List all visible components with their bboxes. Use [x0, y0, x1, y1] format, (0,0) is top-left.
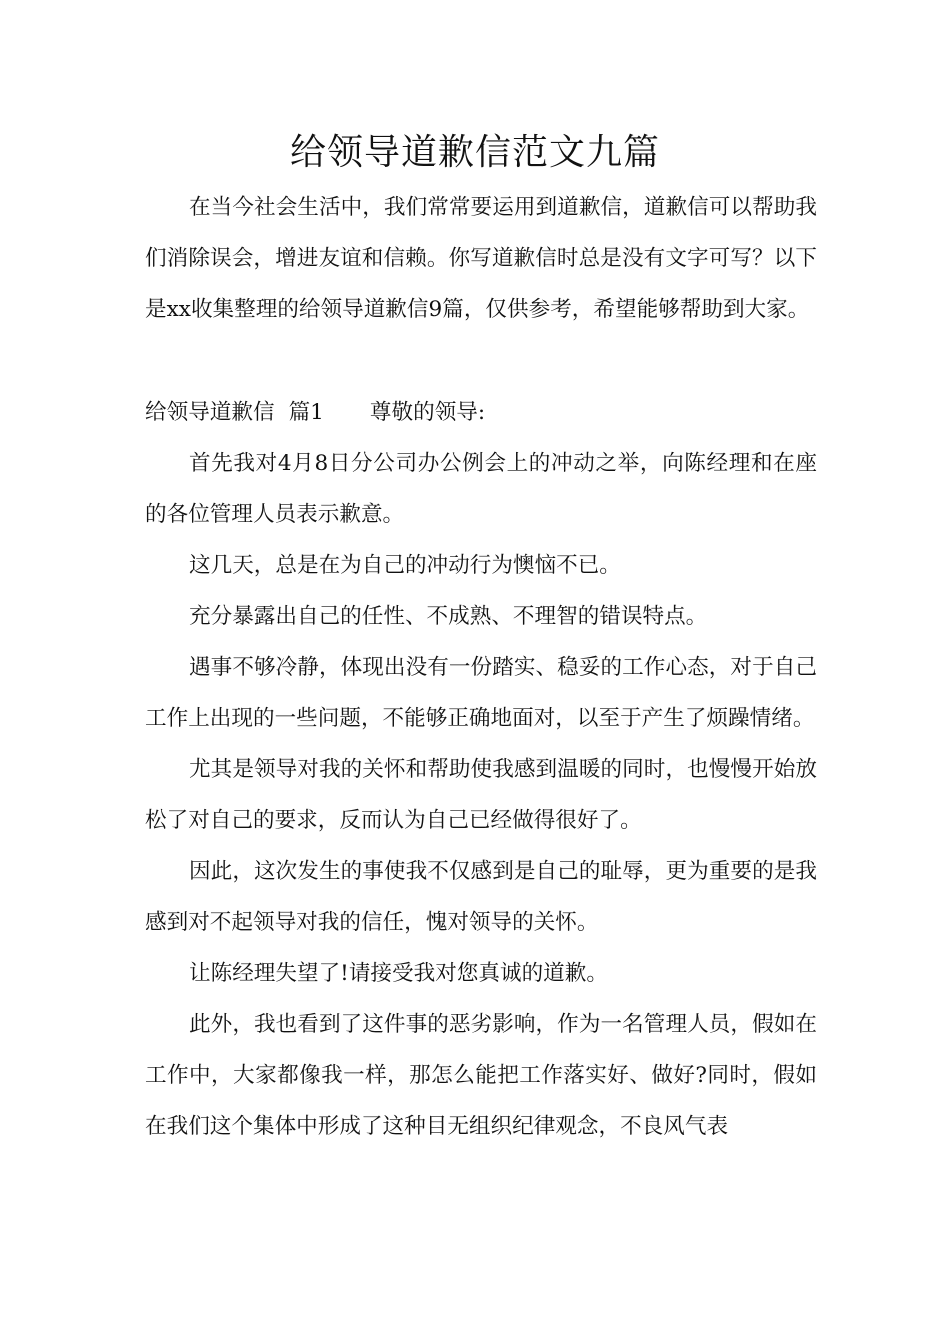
- section-number: 篇1: [288, 400, 324, 425]
- body-paragraph: 因此，这次发生的事使我不仅感到是自己的耻辱，更为重要的是我感到对不起领导对我的信任，愧对领导的关怀。: [145, 859, 817, 935]
- body-paragraph: 此外，我也看到了这件事的恶劣影响，作为一名管理人员，假如在工作中，大家都像我一样，那怎么能把工作落实好、做好?同时，假如在我们这个集体中形成了这种目无组织纪律观念，不良风气表: [145, 1012, 817, 1139]
- salutation: 尊敬的领导:: [369, 400, 486, 425]
- document-body: [145, 182, 817, 1152]
- body-paragraph: 充分暴露出自己的任性、不成熟、不理智的错误特点。: [189, 604, 708, 629]
- intro-paragraph: 在当今社会生活中，我们常常要运用到道歉信，道歉信可以帮助我们消除误会，增进友谊和信赖。你写道歉信时总是没有文字可写？以下是xx收集整理的给领导道歉信9篇，仅供参考，希望能够帮助到大家。: [145, 195, 817, 322]
- section-heading: [145, 387, 817, 438]
- body-paragraph: 让陈经理失望了!请接受我对您真诚的道歉。: [189, 961, 608, 986]
- body-paragraph: 遇事不够冷静，体现出没有一份踏实、稳妥的工作心态，对于自己工作上出现的一些问题，不能够正确地面对，以至于产生了烦躁情绪。: [145, 655, 817, 731]
- body-paragraph: 这几天，总是在为自己的冲动行为懊恼不已。: [189, 553, 621, 578]
- section-heading-title: 给领导道歉信: [145, 400, 275, 425]
- body-paragraph: 尤其是领导对我的关怀和帮助使我感到温暖的同时，也慢慢开始放松了对自己的要求，反而认为自己已经做得很好了。: [145, 757, 817, 833]
- document-title: 给领导道歉信范文九篇: [289, 132, 660, 173]
- body-paragraph: 首先我对4月8日分公司办公例会上的冲动之举，向陈经理和在座的各位管理人员表示歉意。: [145, 451, 817, 527]
